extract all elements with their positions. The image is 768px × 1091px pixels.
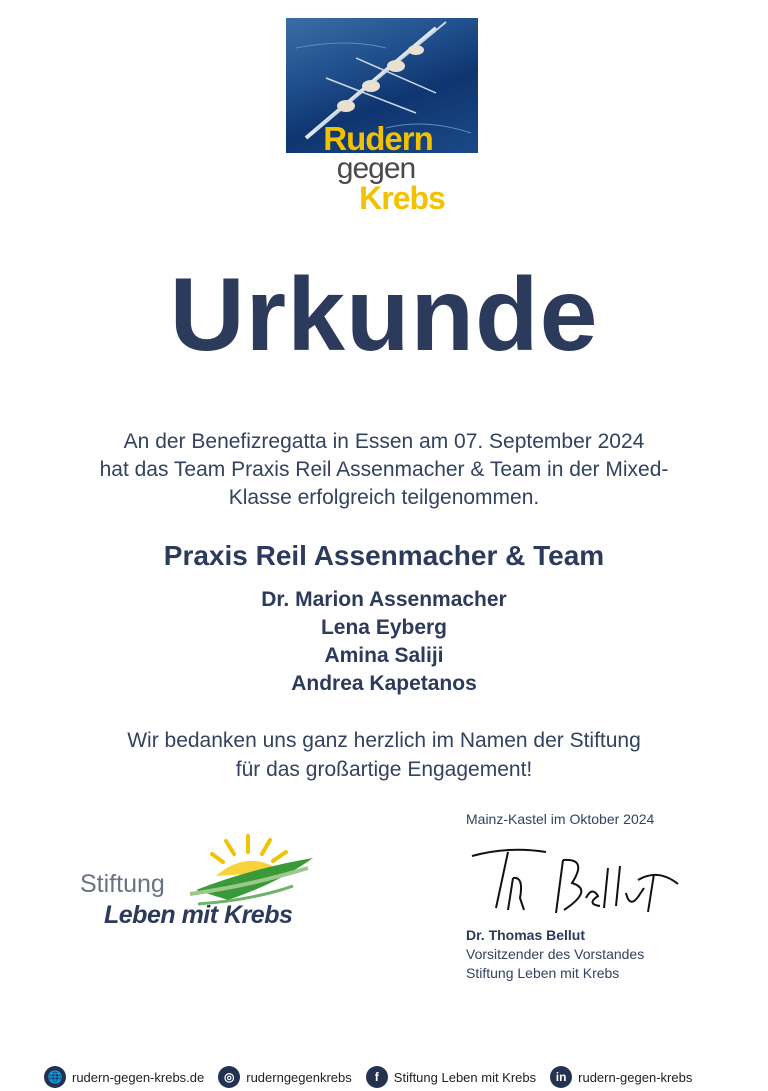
stiftung-leben-mit-krebs-logo (78, 828, 328, 938)
place-date: Mainz-Kastel im Oktober 2024 (466, 811, 655, 827)
stiftung-word: Stiftung (80, 870, 165, 898)
globe-icon: 🌐 (44, 1066, 66, 1088)
thanks-line: für das großartige Engagement! (235, 758, 533, 781)
intro-text (40, 428, 728, 512)
intro-line: hat das Team Praxis Reil Assenmacher & Team in der Mixed- (99, 458, 669, 481)
handwritten-signature (468, 838, 688, 923)
footer-linkedin-link[interactable] (550, 1066, 692, 1088)
footer-instagram-link[interactable] (218, 1066, 352, 1088)
footer-links (44, 1066, 744, 1088)
certificate-title: Urkunde (169, 257, 599, 373)
footer-website-link[interactable] (44, 1066, 204, 1088)
member-list (0, 586, 768, 698)
thanks-text (40, 726, 728, 784)
team-name: Praxis Reil Assenmacher & Team (163, 540, 605, 571)
thanks-line: Wir bedanken uns ganz herzlich im Namen der Stiftung (127, 729, 641, 752)
leben-mit-krebs-word: Leben mit Krebs (104, 901, 293, 929)
member-name: Dr. Marion Assenmacher (261, 588, 507, 611)
facebook-icon: f (366, 1066, 388, 1088)
footer-label: rudern-gegen-krebs (578, 1069, 693, 1085)
member-name: Andrea Kapetanos (291, 672, 477, 695)
member-name: Amina Saliji (324, 644, 444, 667)
signatory-role-line: Stiftung Leben mit Krebs (466, 965, 620, 981)
signatory-role-line: Vorsitzender des Vorstandes (466, 946, 645, 962)
logo-word-krebs: Krebs (359, 180, 445, 216)
footer-facebook-link[interactable] (366, 1066, 536, 1088)
member-name: Lena Eyberg (320, 616, 448, 639)
linkedin-icon: in (550, 1066, 572, 1088)
signatory-name: Dr. Thomas Bellut (466, 927, 586, 943)
footer-label: ruderngegenkrebs (246, 1069, 352, 1085)
logo-word-rudern: Rudern (323, 120, 433, 157)
intro-line: Klasse erfolgreich teilgenommen. (228, 486, 540, 509)
footer-label: rudern-gegen-krebs.de (72, 1069, 205, 1085)
instagram-icon: ◎ (218, 1066, 240, 1088)
logo-word-gegen: gegen (336, 152, 416, 185)
rudern-gegen-krebs-logo (286, 18, 478, 218)
footer-label: Stiftung Leben mit Krebs (393, 1069, 537, 1085)
intro-line: An der Benefizregatta in Essen am 07. September 2024 (123, 430, 645, 453)
signatory-role (466, 945, 644, 983)
